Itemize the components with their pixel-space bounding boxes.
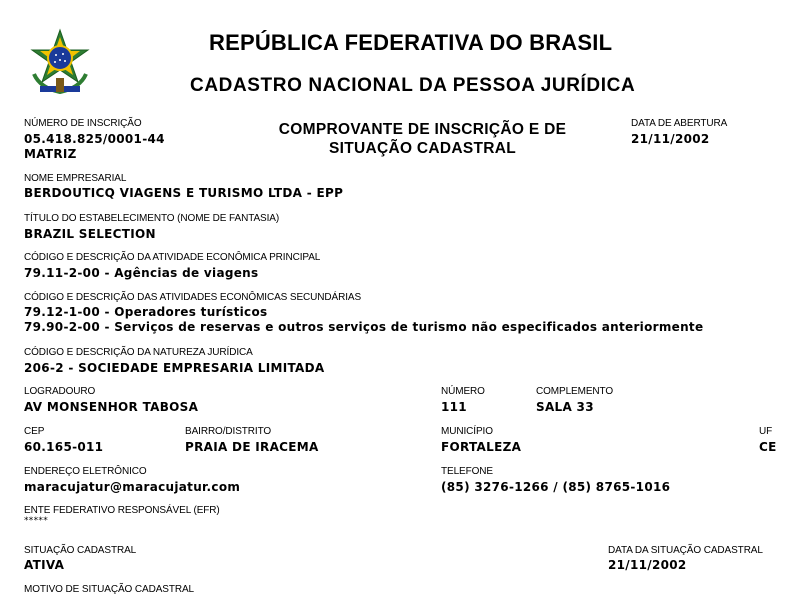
document-title (255, 120, 590, 158)
efr-value: ***** (24, 516, 48, 526)
titulo-estabelecimento-label: TÍTULO DO ESTABELECIMENTO (NOME DE FANTASIA) (24, 213, 280, 224)
email-label: ENDEREÇO ELETRÔNICO (24, 466, 147, 477)
motivo-situacao-label: MOTIVO DE SITUAÇÃO CADASTRAL (24, 584, 195, 595)
nome-empresarial-value: BERDOUTICQ VIAGENS E TURISMO LTDA - EPP (24, 186, 344, 200)
numero-label: NÚMERO (441, 386, 485, 397)
data-situacao-label: DATA DA SITUAÇÃO CADASTRAL (608, 545, 763, 556)
telefone-value: (85) 3276-1266 / (85) 8765-1016 (441, 480, 671, 494)
email-value: maracujatur@maracujatur.com (24, 480, 241, 494)
municipio-value: FORTALEZA (441, 440, 522, 454)
municipio-label: MUNICÍPIO (441, 426, 493, 437)
telefone-label: TELEFONE (441, 466, 493, 477)
natureza-juridica-value: 206-2 - SOCIEDADE EMPRESARIA LIMITADA (24, 361, 325, 375)
cep-value: 60.165-011 (24, 440, 104, 454)
situacao-cadastral-label: SITUAÇÃO CADASTRAL (24, 545, 137, 556)
cep-label: CEP (24, 426, 45, 437)
page-subtitle: CADASTRO NACIONAL DA PESSOA JURÍDICA (190, 75, 636, 96)
data-situacao-value: 21/11/2002 (608, 558, 687, 572)
atividade-principal-value: 79.11-2-00 - Agências de viagens (24, 266, 259, 280)
nome-empresarial-label: NOME EMPRESARIAL (24, 173, 127, 184)
complemento-value: SALA 33 (536, 400, 594, 414)
complemento-label: COMPLEMENTO (536, 386, 614, 397)
situacao-cadastral-value: ATIVA (24, 558, 65, 572)
logradouro-value: AV MONSENHOR TABOSA (24, 400, 199, 414)
efr-label: ENTE FEDERATIVO RESPONSÁVEL (EFR) (24, 505, 220, 516)
document-title-line1: COMPROVANTE DE INSCRIÇÃO E DE (278, 121, 567, 138)
brazil-coat-of-arms-icon (26, 28, 94, 100)
document-title-line2: SITUAÇÃO CADASTRAL (328, 140, 517, 157)
matriz-value: MATRIZ (24, 147, 77, 161)
numero-value: 111 (441, 400, 467, 414)
bairro-label: BAIRRO/DISTRITO (185, 426, 272, 437)
data-abertura-label: DATA DE ABERTURA (631, 118, 728, 129)
uf-label: UF (759, 426, 773, 437)
atividade-secundaria-item: 79.90-2-00 - Serviços de reservas e outros serviços de turismo não especificados anteriormente (24, 320, 704, 334)
uf-value: CE (759, 440, 777, 454)
logradouro-label: LOGRADOURO (24, 386, 96, 397)
atividades-secundarias-label: CÓDIGO E DESCRIÇÃO DAS ATIVIDADES ECONÔMICAS SECUNDÁRIAS (24, 292, 362, 303)
titulo-estabelecimento-value: BRAZIL SELECTION (24, 227, 156, 241)
atividades-secundarias-list (24, 305, 703, 335)
atividade-secundaria-item: 79.12-1-00 - Operadores turísticos (24, 305, 268, 319)
atividade-principal-label: CÓDIGO E DESCRIÇÃO DA ATIVIDADE ECONÔMICA PRINCIPAL (24, 252, 321, 263)
bairro-value: PRAIA DE IRACEMA (185, 440, 319, 454)
page-title: REPÚBLICA FEDERATIVA DO BRASIL (209, 30, 613, 55)
numero-inscricao-label: NÚMERO DE INSCRIÇÃO (24, 118, 142, 129)
data-abertura-value: 21/11/2002 (631, 132, 710, 146)
natureza-juridica-label: CÓDIGO E DESCRIÇÃO DA NATUREZA JURÍDICA (24, 347, 253, 358)
numero-inscricao-value: 05.418.825/0001-44 (24, 132, 165, 146)
